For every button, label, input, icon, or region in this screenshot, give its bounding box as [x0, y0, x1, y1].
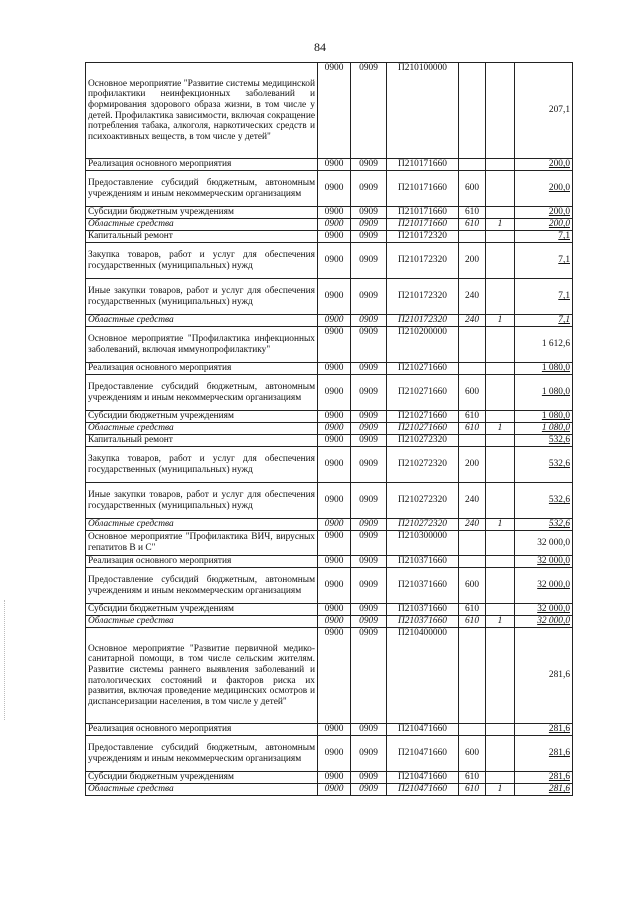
row-expense-type: 610 — [459, 784, 486, 796]
row-amount: 281,6 — [515, 628, 573, 724]
regional-funds-row — [86, 784, 573, 796]
row-name: Областные средства — [86, 784, 318, 796]
row-name: Областные средства — [86, 423, 318, 435]
margin-marks — [4, 600, 7, 720]
row-ministry-code: 0900 — [318, 519, 351, 531]
row-name: Реализация основного мероприятия — [86, 556, 318, 568]
row-expense-type: 610 — [459, 207, 486, 219]
row-fund-source — [486, 279, 515, 315]
row-ministry-code: 0900 — [318, 556, 351, 568]
row-fund-source — [486, 736, 515, 772]
main-event-row — [86, 63, 573, 159]
regional-funds-row — [86, 219, 573, 231]
row-expense-type: 610 — [459, 423, 486, 435]
row-amount: 532,6 — [515, 483, 573, 519]
row-expense-type — [459, 531, 486, 556]
row-amount: 532,6 — [515, 447, 573, 483]
row-name: Основное мероприятие "Развитие первичной медико-санитарной помощи, в том числе сельским жителям. Развитие системы раннего выявления заболеваний и патологических состояний и факторов риска их развития, включая проведение медицинских осмотров и диспансеризации населения, в том числе у детей" — [86, 628, 318, 724]
row-target-article: П210471660 — [387, 772, 459, 784]
row-ministry-code: 0900 — [318, 483, 351, 519]
row-expense-type: 240 — [459, 279, 486, 315]
main-event-row — [86, 327, 573, 363]
row-ministry-code: 0900 — [318, 63, 351, 159]
row-ministry-code: 0900 — [318, 447, 351, 483]
table-row — [86, 363, 573, 375]
row-section-code: 0909 — [351, 604, 387, 616]
row-amount: 32 000,0 — [515, 616, 573, 628]
row-section-code: 0909 — [351, 568, 387, 604]
row-section-code: 0909 — [351, 411, 387, 423]
row-expense-type — [459, 628, 486, 724]
regional-funds-row — [86, 423, 573, 435]
row-ministry-code: 0900 — [318, 375, 351, 411]
table-row — [86, 159, 573, 171]
row-section-code: 0909 — [351, 616, 387, 628]
row-ministry-code: 0900 — [318, 363, 351, 375]
table-row — [86, 243, 573, 279]
row-ministry-code: 0900 — [318, 628, 351, 724]
row-name: Основное мероприятие "Развитие системы медицинской профилактики неинфекционных заболеваний и формирования здорового образа жизни, в том числе у детей. Профилактика зависимости, включая сокращение потребления табака, алкоголя, наркотических средств и психоактивных веществ, в том числе у детей" — [86, 63, 318, 159]
row-fund-source: 1 — [486, 315, 515, 327]
row-expense-type: 610 — [459, 219, 486, 231]
row-section-code: 0909 — [351, 556, 387, 568]
table-row — [86, 556, 573, 568]
row-ministry-code: 0900 — [318, 724, 351, 736]
row-name: Иные закупки товаров, работ и услуг для обеспечения государственных (муниципальных) нужд — [86, 279, 318, 315]
row-section-code: 0909 — [351, 772, 387, 784]
row-section-code: 0909 — [351, 63, 387, 159]
row-amount: 7,1 — [515, 315, 573, 327]
row-amount: 1 080,0 — [515, 375, 573, 411]
row-target-article: П210171660 — [387, 219, 459, 231]
row-amount: 7,1 — [515, 243, 573, 279]
row-target-article: П210271660 — [387, 363, 459, 375]
row-name: Субсидии бюджетным учреждениям — [86, 772, 318, 784]
row-target-article: П210471660 — [387, 724, 459, 736]
row-amount: 32 000,0 — [515, 531, 573, 556]
row-section-code: 0909 — [351, 279, 387, 315]
row-ministry-code: 0900 — [318, 159, 351, 171]
row-fund-source: 1 — [486, 219, 515, 231]
table-row — [86, 447, 573, 483]
row-expense-type — [459, 159, 486, 171]
row-expense-type — [459, 231, 486, 243]
row-target-article: П210371660 — [387, 556, 459, 568]
row-amount: 200,0 — [515, 207, 573, 219]
row-target-article: П210271660 — [387, 423, 459, 435]
row-name: Областные средства — [86, 219, 318, 231]
row-target-article: П210172320 — [387, 243, 459, 279]
table-row — [86, 772, 573, 784]
row-amount: 32 000,0 — [515, 568, 573, 604]
row-target-article: П210172320 — [387, 231, 459, 243]
row-section-code: 0909 — [351, 724, 387, 736]
row-section-code: 0909 — [351, 784, 387, 796]
row-amount: 281,6 — [515, 736, 573, 772]
row-section-code: 0909 — [351, 447, 387, 483]
row-target-article: П210371660 — [387, 616, 459, 628]
row-target-article: П210400000 — [387, 628, 459, 724]
row-section-code: 0909 — [351, 628, 387, 724]
row-name: Предоставление субсидий бюджетным, автономным учреждениям и иным некоммерческим организациям — [86, 375, 318, 411]
row-fund-source: 1 — [486, 423, 515, 435]
row-target-article: П210171660 — [387, 171, 459, 207]
row-ministry-code: 0900 — [318, 171, 351, 207]
table-row — [86, 279, 573, 315]
row-target-article: П210271660 — [387, 411, 459, 423]
row-fund-source — [486, 363, 515, 375]
row-fund-source — [486, 483, 515, 519]
row-fund-source — [486, 604, 515, 616]
page-number: 84 — [314, 40, 326, 54]
row-target-article: П210272320 — [387, 435, 459, 447]
table-row — [86, 375, 573, 411]
table-row — [86, 568, 573, 604]
table-row — [86, 435, 573, 447]
row-amount: 207,1 — [515, 63, 573, 159]
row-ministry-code: 0900 — [318, 315, 351, 327]
row-ministry-code: 0900 — [318, 616, 351, 628]
row-fund-source: 1 — [486, 616, 515, 628]
row-target-article: П210172320 — [387, 315, 459, 327]
row-name: Основное мероприятие "Профилактика ВИЧ, вирусных гепатитов В и С" — [86, 531, 318, 556]
row-fund-source: 1 — [486, 519, 515, 531]
row-ministry-code: 0900 — [318, 243, 351, 279]
main-event-row — [86, 628, 573, 724]
row-section-code: 0909 — [351, 315, 387, 327]
row-expense-type: 610 — [459, 616, 486, 628]
row-name: Капитальный ремонт — [86, 231, 318, 243]
row-section-code: 0909 — [351, 159, 387, 171]
row-target-article: П210272320 — [387, 519, 459, 531]
row-fund-source — [486, 243, 515, 279]
row-name: Закупка товаров, работ и услуг для обеспечения государственных (муниципальных) нужд — [86, 243, 318, 279]
row-section-code: 0909 — [351, 435, 387, 447]
row-name: Предоставление субсидий бюджетным, автономным учреждениям и иным некоммерческим организациям — [86, 736, 318, 772]
row-amount: 1 080,0 — [515, 423, 573, 435]
row-name: Субсидии бюджетным учреждениям — [86, 604, 318, 616]
row-section-code: 0909 — [351, 483, 387, 519]
row-target-article: П210471660 — [387, 736, 459, 772]
row-fund-source — [486, 447, 515, 483]
row-section-code: 0909 — [351, 243, 387, 279]
row-expense-type: 600 — [459, 736, 486, 772]
row-target-article: П210471660 — [387, 784, 459, 796]
row-section-code: 0909 — [351, 375, 387, 411]
row-fund-source — [486, 628, 515, 724]
row-section-code: 0909 — [351, 363, 387, 375]
row-fund-source — [486, 435, 515, 447]
row-section-code: 0909 — [351, 531, 387, 556]
row-target-article: П210272320 — [387, 447, 459, 483]
row-section-code: 0909 — [351, 207, 387, 219]
row-section-code: 0909 — [351, 171, 387, 207]
row-ministry-code: 0900 — [318, 279, 351, 315]
row-expense-type — [459, 63, 486, 159]
row-name: Иные закупки товаров, работ и услуг для обеспечения государственных (муниципальных) нужд — [86, 483, 318, 519]
row-expense-type — [459, 435, 486, 447]
row-amount: 32 000,0 — [515, 556, 573, 568]
row-section-code: 0909 — [351, 519, 387, 531]
row-fund-source — [486, 171, 515, 207]
row-expense-type — [459, 363, 486, 375]
row-name: Областные средства — [86, 616, 318, 628]
row-target-article: П210371660 — [387, 604, 459, 616]
row-expense-type — [459, 327, 486, 363]
row-fund-source: 1 — [486, 784, 515, 796]
row-ministry-code: 0900 — [318, 568, 351, 604]
row-ministry-code: 0900 — [318, 784, 351, 796]
row-name: Субсидии бюджетным учреждениям — [86, 411, 318, 423]
row-fund-source — [486, 568, 515, 604]
row-amount: 200,0 — [515, 159, 573, 171]
regional-funds-row — [86, 616, 573, 628]
row-ministry-code: 0900 — [318, 219, 351, 231]
row-fund-source — [486, 231, 515, 243]
row-ministry-code: 0900 — [318, 604, 351, 616]
row-target-article: П210271660 — [387, 375, 459, 411]
row-fund-source — [486, 63, 515, 159]
table-row — [86, 231, 573, 243]
row-section-code: 0909 — [351, 219, 387, 231]
row-expense-type: 600 — [459, 171, 486, 207]
row-expense-type: 240 — [459, 519, 486, 531]
row-fund-source — [486, 159, 515, 171]
row-expense-type: 600 — [459, 375, 486, 411]
row-section-code: 0909 — [351, 231, 387, 243]
row-fund-source — [486, 375, 515, 411]
row-name: Реализация основного мероприятия — [86, 159, 318, 171]
row-target-article: П210172320 — [387, 279, 459, 315]
row-expense-type: 600 — [459, 568, 486, 604]
table-row — [86, 207, 573, 219]
row-name: Основное мероприятие "Профилактика инфекционных заболеваний, включая иммунопрофилактику" — [86, 327, 318, 363]
row-expense-type: 610 — [459, 411, 486, 423]
row-ministry-code: 0900 — [318, 531, 351, 556]
row-name: Областные средства — [86, 519, 318, 531]
budget-table — [85, 62, 573, 796]
row-expense-type: 610 — [459, 772, 486, 784]
row-section-code: 0909 — [351, 327, 387, 363]
row-expense-type: 610 — [459, 604, 486, 616]
row-name: Предоставление субсидий бюджетным, автономным учреждениям и иным некоммерческим организациям — [86, 171, 318, 207]
row-expense-type — [459, 724, 486, 736]
row-fund-source — [486, 556, 515, 568]
row-target-article: П210171660 — [387, 207, 459, 219]
row-expense-type: 200 — [459, 447, 486, 483]
row-ministry-code: 0900 — [318, 231, 351, 243]
row-fund-source — [486, 207, 515, 219]
row-ministry-code: 0900 — [318, 207, 351, 219]
row-name: Реализация основного мероприятия — [86, 363, 318, 375]
row-amount: 532,6 — [515, 519, 573, 531]
row-ministry-code: 0900 — [318, 435, 351, 447]
row-fund-source — [486, 411, 515, 423]
row-fund-source — [486, 772, 515, 784]
row-amount: 200,0 — [515, 171, 573, 207]
regional-funds-row — [86, 315, 573, 327]
row-name: Субсидии бюджетным учреждениям — [86, 207, 318, 219]
row-name: Предоставление субсидий бюджетным, автономным учреждениям и иным некоммерческим организациям — [86, 568, 318, 604]
table-row — [86, 411, 573, 423]
row-name: Реализация основного мероприятия — [86, 724, 318, 736]
row-ministry-code: 0900 — [318, 736, 351, 772]
row-name: Закупка товаров, работ и услуг для обеспечения государственных (муниципальных) нужд — [86, 447, 318, 483]
row-target-article: П210371660 — [387, 568, 459, 604]
row-amount: 7,1 — [515, 231, 573, 243]
table-row — [86, 724, 573, 736]
regional-funds-row — [86, 519, 573, 531]
main-event-row — [86, 531, 573, 556]
row-expense-type — [459, 556, 486, 568]
row-expense-type: 240 — [459, 483, 486, 519]
row-section-code: 0909 — [351, 423, 387, 435]
row-ministry-code: 0900 — [318, 772, 351, 784]
row-amount: 200,0 — [515, 219, 573, 231]
row-target-article: П210272320 — [387, 483, 459, 519]
row-amount: 32 000,0 — [515, 604, 573, 616]
row-name: Капитальный ремонт — [86, 435, 318, 447]
row-amount: 532,6 — [515, 435, 573, 447]
row-amount: 1 612,6 — [515, 327, 573, 363]
row-amount: 281,6 — [515, 772, 573, 784]
row-amount: 1 080,0 — [515, 363, 573, 375]
row-fund-source — [486, 531, 515, 556]
row-target-article: П210100000 — [387, 63, 459, 159]
budget-table-body — [86, 63, 573, 796]
row-fund-source — [486, 724, 515, 736]
row-name: Областные средства — [86, 315, 318, 327]
table-row — [86, 604, 573, 616]
table-row — [86, 736, 573, 772]
row-amount: 281,6 — [515, 784, 573, 796]
row-ministry-code: 0900 — [318, 411, 351, 423]
row-expense-type: 200 — [459, 243, 486, 279]
table-row — [86, 171, 573, 207]
row-ministry-code: 0900 — [318, 423, 351, 435]
table-row — [86, 483, 573, 519]
row-amount: 281,6 — [515, 724, 573, 736]
row-amount: 7,1 — [515, 279, 573, 315]
row-target-article: П210300000 — [387, 531, 459, 556]
row-expense-type: 240 — [459, 315, 486, 327]
row-amount: 1 080,0 — [515, 411, 573, 423]
row-target-article: П210171660 — [387, 159, 459, 171]
row-section-code: 0909 — [351, 736, 387, 772]
row-fund-source — [486, 327, 515, 363]
row-target-article: П210200000 — [387, 327, 459, 363]
row-ministry-code: 0900 — [318, 327, 351, 363]
